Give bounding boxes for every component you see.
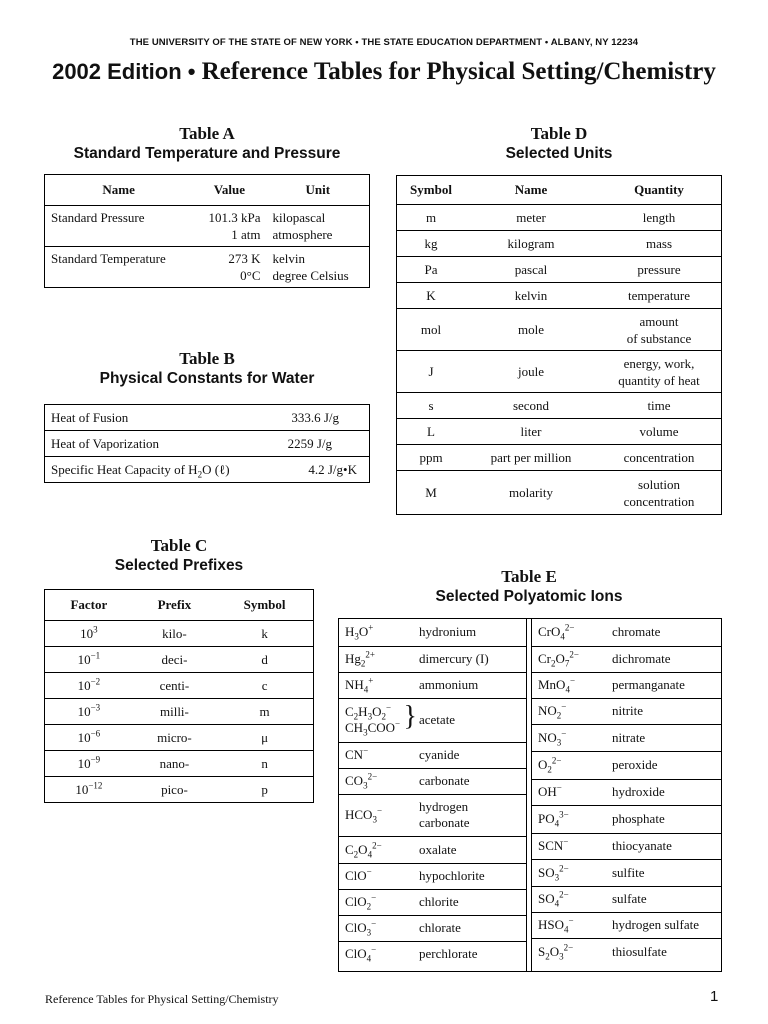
cell-formula: $HSO_4^-$: [532, 912, 606, 938]
cell-symbol: M: [397, 471, 466, 515]
table-row: [45, 699, 314, 725]
table-d: [396, 175, 722, 515]
table-c-header-symbol: Symbol: [216, 590, 313, 621]
table-d-header-quantity: Quantity: [597, 176, 722, 205]
table-row: [339, 768, 526, 794]
cell-ion-name: acetate: [413, 698, 526, 742]
table-row: [532, 859, 722, 886]
table-e-heading: [336, 567, 722, 607]
cell-ion-name: thiocyanate: [606, 833, 722, 859]
cell-ion-name: permanganate: [606, 672, 722, 698]
table-c-heading: [44, 536, 314, 576]
table-row: [532, 805, 722, 833]
cell-formula: ClO−: [339, 863, 413, 889]
table-row: [45, 777, 314, 803]
cell-ion-name: phosphate: [606, 805, 722, 833]
cell-formula: MnO$_4$−: [532, 672, 606, 698]
table-row: [45, 247, 370, 288]
cell-symbol: k: [216, 621, 313, 647]
table-row: [45, 725, 314, 751]
cell-ion-name: dimercury (I): [413, 646, 526, 672]
table-row: [339, 698, 526, 742]
cell-formula: $H_3O^+$: [339, 619, 413, 646]
cell-name: mole: [465, 309, 597, 351]
cell-formula: $Cr_2O_7^{2-}$: [532, 646, 606, 672]
cell-symbol: s: [397, 393, 466, 419]
table-row: [397, 205, 722, 231]
cell-ion-name: dichromate: [606, 646, 722, 672]
title-text: Reference Tables for Physical Setting/Chemistry: [201, 58, 716, 85]
cell-name: liter: [465, 419, 597, 445]
table-b: [44, 404, 370, 483]
table-row: [397, 283, 722, 309]
cell-factor: $10^{-2}$: [45, 673, 133, 699]
table-row: [532, 619, 722, 646]
cell-ion-name: sulfate: [606, 886, 722, 912]
cell-quantity: pressure: [597, 257, 722, 283]
table-b-label: Table B: [179, 349, 235, 368]
cell-quantity: energy, work, quantity of heat: [597, 351, 722, 393]
cell-prefix: micro-: [133, 725, 216, 751]
cell-symbol: J: [397, 351, 466, 393]
table-row: [339, 619, 526, 646]
cell-value: 101.3 kPa 1 atm: [192, 206, 266, 247]
cell-symbol: μ: [216, 725, 313, 751]
table-c-label: Table C: [150, 536, 208, 555]
cell-quantity: length: [597, 205, 722, 231]
cell-value: 2259 J/g: [267, 431, 369, 457]
cell-quantity: temperature: [597, 283, 722, 309]
table-row: [397, 445, 722, 471]
institution-line: THE UNIVERSITY OF THE STATE OF NEW YORK • THE STATE EDUCATION DEPARTMENT • ALBANY, NY 12234: [129, 37, 639, 48]
cell-name: Heat of Fusion: [45, 405, 268, 431]
brace: }: [403, 700, 417, 732]
table-row: [532, 724, 722, 751]
cell-name: Specific Heat Capacity of $H_2O$ (ℓ): [45, 457, 268, 483]
cell-ion-name: chromate: [606, 619, 722, 646]
table-a-header-name: Name: [102, 182, 135, 197]
cell-formula: $O_2^{2-}$: [532, 751, 606, 779]
cell-quantity: concentration: [597, 445, 722, 471]
table-row: [397, 471, 722, 515]
table-d-header-name: Name: [465, 176, 597, 205]
cell-ion-name: thiosulfate: [612, 943, 667, 959]
table-row: [397, 309, 722, 351]
cell-value: 4.2 J/g•K: [267, 457, 369, 483]
cell-name: Standard Temperature: [45, 247, 193, 288]
cell-ion-name: chlorate: [413, 915, 526, 941]
cell-quantity: amount of substance: [597, 309, 722, 351]
cell-formula: ClO$_3$−: [339, 915, 413, 941]
cell-quantity: solution concentration: [597, 471, 722, 515]
cell-formula: $SO_4^{2-}$: [532, 886, 606, 912]
cell-symbol: p: [216, 777, 313, 803]
table-row: [532, 779, 722, 805]
cell-ion-name: oxalate: [413, 836, 526, 863]
table-row: [339, 794, 526, 836]
table-row: [532, 672, 722, 698]
table-row: [397, 419, 722, 445]
table-c-header-prefix: Prefix: [133, 590, 216, 621]
table-row: [339, 863, 526, 889]
cell-ion-name: peroxide: [606, 751, 722, 779]
cell-prefix: kilo-: [133, 621, 216, 647]
table-e-left-column: [339, 619, 527, 971]
table-row: [532, 833, 722, 859]
cell-name: pascal: [465, 257, 597, 283]
page-title: [0, 58, 768, 86]
table-a-header-unit: Unit: [305, 182, 331, 197]
cell-formula: $NO_2^-$: [532, 698, 606, 724]
cell-quantity: volume: [597, 419, 722, 445]
cell-factor: $10^{-12}$: [45, 777, 133, 803]
table-row: [339, 646, 526, 672]
table-row: [339, 836, 526, 863]
cell-ion-name: hypochlorite: [413, 863, 526, 889]
cell-formula: $NH_4^+$: [339, 672, 413, 698]
table-row: [532, 646, 722, 672]
cell-symbol: K: [397, 283, 466, 309]
table-d-header-symbol: Symbol: [397, 176, 466, 205]
cell-name: Heat of Vaporization: [45, 431, 268, 457]
table-row: [532, 912, 722, 938]
table-row: [339, 742, 526, 768]
table-e-right-column: [531, 619, 722, 971]
cell-ion-name: nitrite: [606, 698, 722, 724]
table-row: [45, 206, 370, 247]
table-row: [339, 672, 526, 698]
table-row: [45, 457, 370, 483]
cell-symbol: ppm: [397, 445, 466, 471]
cell-name: meter: [465, 205, 597, 231]
cell-ion-name: hydronium: [413, 619, 526, 646]
cell-factor: $10^{-9}$: [45, 751, 133, 777]
table-e: [338, 618, 722, 972]
table-a-label: Table A: [179, 124, 235, 143]
cell-symbol: Pa: [397, 257, 466, 283]
table-b-heading: [44, 349, 370, 389]
table-row: [397, 231, 722, 257]
cell-ion-name: chlorite: [413, 889, 526, 915]
cell-symbol: mol: [397, 309, 466, 351]
cell-formula: $Hg_2^{2+}$: [339, 646, 413, 672]
cell-value: 333.6 J/g: [267, 405, 369, 431]
table-row: [45, 647, 314, 673]
table-d-subtitle: Selected Units: [505, 145, 613, 162]
cell-unit: kelvin degree Celsius: [267, 247, 370, 288]
table-row: [45, 751, 314, 777]
cell-quantity: mass: [597, 231, 722, 257]
cell-factor: $10^3$: [45, 621, 133, 647]
cell-formula: OH−: [532, 779, 606, 805]
table-row: [397, 393, 722, 419]
cell-symbol: m: [216, 699, 313, 725]
cell-formula: $S_2O_3^{2-}$: [538, 942, 574, 962]
table-row: [339, 915, 526, 941]
table-c-subtitle: Selected Prefixes: [114, 557, 244, 574]
table-a-subtitle: Standard Temperature and Pressure: [73, 145, 341, 162]
cell-symbol: L: [397, 419, 466, 445]
cell-ion-name: hydrogen carbonate: [413, 794, 526, 836]
cell-name: joule: [465, 351, 597, 393]
table-row: [339, 941, 526, 967]
cell-prefix: deci-: [133, 647, 216, 673]
cell-value: 273 K 0°C: [192, 247, 266, 288]
page-number: 1: [710, 988, 719, 1005]
cell-formula: SCN−: [532, 833, 606, 859]
table-a: [44, 174, 370, 288]
cell-quantity: time: [597, 393, 722, 419]
cell-name: kelvin: [465, 283, 597, 309]
cell-prefix: centi-: [133, 673, 216, 699]
cell-formula: $PO_4^{3-}$: [532, 805, 606, 833]
cell-formula: ClO$_4$−: [345, 944, 377, 964]
table-row: [339, 889, 526, 915]
cell-name: Standard Pressure: [45, 206, 193, 247]
table-row: [45, 673, 314, 699]
cell-prefix: nano-: [133, 751, 216, 777]
cell-symbol: d: [216, 647, 313, 673]
cell-ion-name: nitrate: [606, 724, 722, 751]
cell-name: part per million: [465, 445, 597, 471]
table-e-subtitle: Selected Polyatomic Ions: [435, 588, 623, 605]
table-b-subtitle: Physical Constants for Water: [99, 370, 315, 387]
table-row: [532, 751, 722, 779]
cell-ion-name: hydrogen sulfate: [606, 912, 722, 938]
table-row: [45, 405, 370, 431]
cell-ion-name: carbonate: [413, 768, 526, 794]
table-a-heading: [44, 124, 370, 164]
cell-formula: $CO_3^{2-}$: [339, 768, 413, 794]
table-d-heading: [396, 124, 722, 164]
edition-label: 2002 Edition •: [52, 59, 202, 84]
cell-symbol: kg: [397, 231, 466, 257]
table-row: [397, 257, 722, 283]
table-a-header-value: Value: [213, 182, 246, 197]
cell-formula: CN−: [339, 742, 413, 768]
cell-prefix: pico-: [133, 777, 216, 803]
cell-prefix: milli-: [133, 699, 216, 725]
table-c-header-factor: Factor: [45, 590, 133, 621]
cell-symbol: n: [216, 751, 313, 777]
table-row: [45, 431, 370, 457]
cell-ion-name: perchlorate: [419, 946, 478, 962]
table-e-label: Table E: [501, 567, 557, 586]
table-row: [45, 621, 314, 647]
cell-formula: $C_2H_3O_2^-$ $CH_3COO^-$ }: [339, 698, 413, 742]
cell-formula: $SO_3^{2-}$: [532, 859, 606, 886]
cell-factor: $10^{-1}$: [45, 647, 133, 673]
cell-ion-name: sulfite: [606, 859, 722, 886]
cell-formula: ClO$_2$−: [339, 889, 413, 915]
table-c: [44, 589, 314, 803]
cell-name: kilogram: [465, 231, 597, 257]
table-row: [397, 351, 722, 393]
cell-formula: CrO$_4^{2-}$: [532, 619, 606, 646]
table-d-label: Table D: [530, 124, 588, 143]
cell-ion-name: cyanide: [413, 742, 526, 768]
cell-factor: $10^{-6}$: [45, 725, 133, 751]
cell-factor: $10^{-3}$: [45, 699, 133, 725]
cell-symbol: m: [397, 205, 466, 231]
cell-formula: $C_2O_4^{2-}$: [339, 836, 413, 863]
cell-formula: $HCO_3^-$: [339, 794, 413, 836]
cell-ion-name: hydroxide: [606, 779, 722, 805]
cell-formula: $NO_3^-$: [532, 724, 606, 751]
cell-ion-name: ammonium: [413, 672, 526, 698]
cell-name: molarity: [465, 471, 597, 515]
table-row: [532, 698, 722, 724]
table-row: [532, 938, 722, 965]
table-row: [532, 886, 722, 912]
cell-name: second: [465, 393, 597, 419]
cell-symbol: c: [216, 673, 313, 699]
footer-title: Reference Tables for Physical Setting/Chemistry: [45, 992, 279, 1006]
cell-unit: kilopascal atmosphere: [267, 206, 370, 247]
